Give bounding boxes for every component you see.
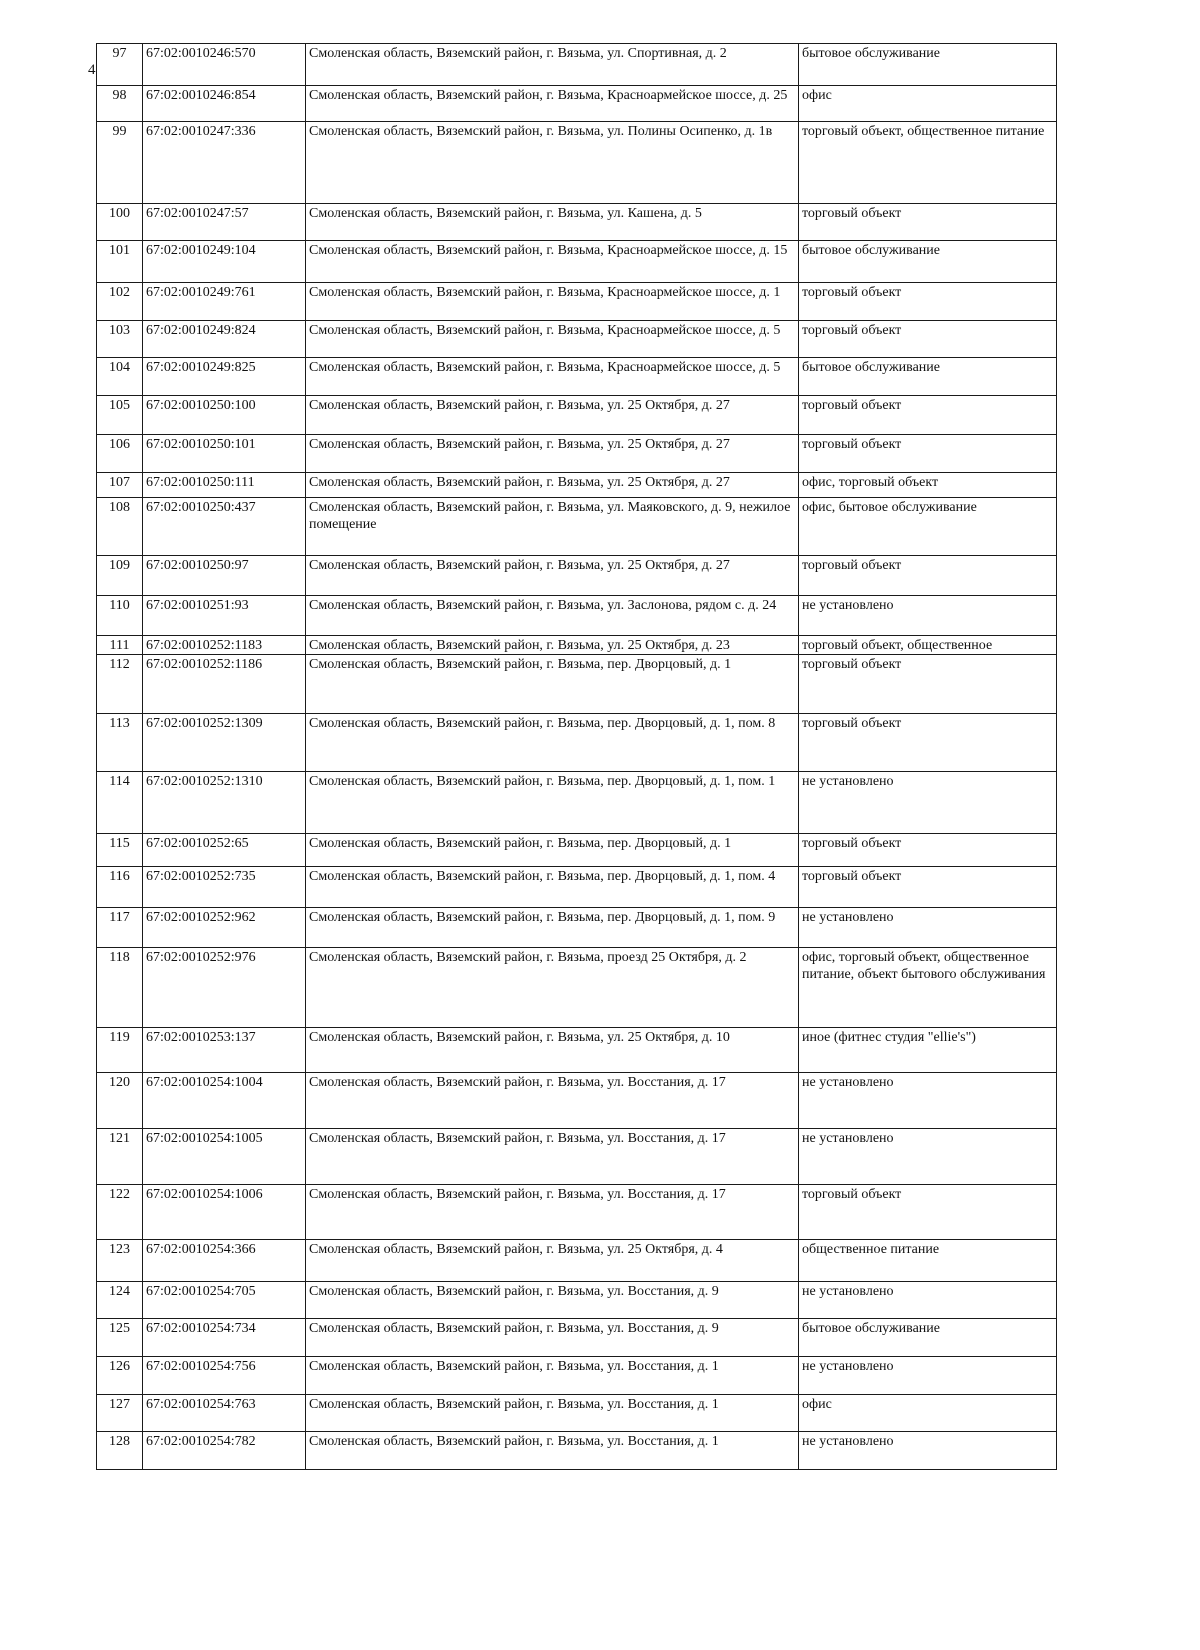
address-cell: Смоленская область, Вяземский район, г. Вязьма, пер. Дворцовый, д. 1 (306, 655, 799, 714)
cadastral-number-cell: 67:02:0010252:1309 (143, 714, 306, 772)
row-number-cell: 100 (97, 204, 143, 241)
table-row (97, 321, 1057, 358)
table-row (97, 772, 1057, 834)
usage-type-cell: офис (799, 86, 1057, 122)
table-row (97, 122, 1057, 204)
usage-type-cell: торговый объект (799, 321, 1057, 358)
cadastral-number-cell: 67:02:0010249:824 (143, 321, 306, 358)
table-row (97, 655, 1057, 714)
cadastral-number-cell: 67:02:0010252:1310 (143, 772, 306, 834)
address-cell: Смоленская область, Вяземский район, г. Вязьма, ул. Восстания, д. 9 (306, 1282, 799, 1319)
row-number-cell: 102 (97, 283, 143, 321)
usage-type-cell: не установлено (799, 596, 1057, 636)
row-number-cell: 111 (97, 636, 143, 655)
address-cell: Смоленская область, Вяземский район, г. Вязьма, Красноармейское шоссе, д. 25 (306, 86, 799, 122)
cadastral-number-cell: 67:02:0010254:1004 (143, 1073, 306, 1129)
usage-type-cell: торговый объект (799, 283, 1057, 321)
usage-type-cell: торговый объект, общественное питание (799, 122, 1057, 204)
row-number-cell: 121 (97, 1129, 143, 1185)
page-number: 4 (88, 62, 96, 78)
row-number-cell: 119 (97, 1028, 143, 1073)
cadastral-number-cell: 67:02:0010254:366 (143, 1240, 306, 1282)
address-cell: Смоленская область, Вяземский район, г. Вязьма, ул. Восстания, д. 1 (306, 1357, 799, 1395)
table-row (97, 1357, 1057, 1395)
usage-type-cell: торговый объект (799, 396, 1057, 435)
address-cell: Смоленская область, Вяземский район, г. Вязьма, ул. 25 Октября, д. 10 (306, 1028, 799, 1073)
usage-type-cell: бытовое обслуживание (799, 1319, 1057, 1357)
address-cell: Смоленская область, Вяземский район, г. Вязьма, Красноармейское шоссе, д. 5 (306, 358, 799, 396)
usage-type-cell: торговый объект (799, 435, 1057, 473)
address-cell: Смоленская область, Вяземский район, г. Вязьма, Красноармейское шоссе, д. 5 (306, 321, 799, 358)
address-cell: Смоленская область, Вяземский район, г. Вязьма, ул. 25 Октября, д. 27 (306, 473, 799, 498)
registry-table-body (97, 44, 1057, 1470)
cadastral-number-cell: 67:02:0010254:1005 (143, 1129, 306, 1185)
row-number-cell: 128 (97, 1432, 143, 1470)
address-cell: Смоленская область, Вяземский район, г. Вязьма, пер. Дворцовый, д. 1 (306, 834, 799, 867)
usage-type-cell: не установлено (799, 1282, 1057, 1319)
row-number-cell: 125 (97, 1319, 143, 1357)
row-number-cell: 122 (97, 1185, 143, 1240)
cadastral-number-cell: 67:02:0010249:825 (143, 358, 306, 396)
cadastral-number-cell: 67:02:0010250:100 (143, 396, 306, 435)
usage-type-cell: бытовое обслуживание (799, 44, 1057, 86)
cadastral-number-cell: 67:02:0010251:93 (143, 596, 306, 636)
table-row (97, 1028, 1057, 1073)
cadastral-number-cell: 67:02:0010254:1006 (143, 1185, 306, 1240)
address-cell: Смоленская область, Вяземский район, г. Вязьма, Красноармейское шоссе, д. 1 (306, 283, 799, 321)
usage-type-cell: не установлено (799, 1432, 1057, 1470)
cadastral-number-cell: 67:02:0010249:761 (143, 283, 306, 321)
usage-type-cell: торговый объект (799, 1185, 1057, 1240)
table-row (97, 1432, 1057, 1470)
usage-type-cell: офис (799, 1395, 1057, 1432)
address-cell: Смоленская область, Вяземский район, г. Вязьма, ул. Полины Осипенко, д. 1в (306, 122, 799, 204)
cadastral-number-cell: 67:02:0010246:854 (143, 86, 306, 122)
cadastral-number-cell: 67:02:0010250:101 (143, 435, 306, 473)
table-row (97, 556, 1057, 596)
address-cell: Смоленская область, Вяземский район, г. Вязьма, ул. 25 Октября, д. 27 (306, 396, 799, 435)
address-cell: Смоленская область, Вяземский район, г. Вязьма, ул. 25 Октября, д. 27 (306, 435, 799, 473)
cadastral-number-cell: 67:02:0010252:962 (143, 908, 306, 948)
row-number-cell: 116 (97, 867, 143, 908)
cadastral-number-cell: 67:02:0010246:570 (143, 44, 306, 86)
table-row (97, 1185, 1057, 1240)
address-cell: Смоленская область, Вяземский район, г. Вязьма, ул. 25 Октября, д. 27 (306, 556, 799, 596)
row-number-cell: 115 (97, 834, 143, 867)
cadastral-number-cell: 67:02:0010252:65 (143, 834, 306, 867)
table-row (97, 473, 1057, 498)
usage-type-cell: торговый объект (799, 556, 1057, 596)
row-number-cell: 108 (97, 498, 143, 556)
address-cell: Смоленская область, Вяземский район, г. Вязьма, Красноармейское шоссе, д. 15 (306, 241, 799, 283)
row-number-cell: 113 (97, 714, 143, 772)
address-cell: Смоленская область, Вяземский район, г. Вязьма, ул. 25 Октября, д. 4 (306, 1240, 799, 1282)
usage-type-cell: не установлено (799, 1357, 1057, 1395)
cadastral-number-cell: 67:02:0010247:57 (143, 204, 306, 241)
row-number-cell: 126 (97, 1357, 143, 1395)
address-cell: Смоленская область, Вяземский район, г. Вязьма, пер. Дворцовый, д. 1, пом. 4 (306, 867, 799, 908)
table-row (97, 1395, 1057, 1432)
usage-type-cell: торговый объект (799, 714, 1057, 772)
address-cell: Смоленская область, Вяземский район, г. Вязьма, ул. Восстания, д. 1 (306, 1395, 799, 1432)
row-number-cell: 112 (97, 655, 143, 714)
address-cell: Смоленская область, Вяземский район, г. Вязьма, ул. Кашена, д. 5 (306, 204, 799, 241)
table-row (97, 636, 1057, 655)
table-row (97, 283, 1057, 321)
cadastral-number-cell: 67:02:0010254:734 (143, 1319, 306, 1357)
table-row (97, 714, 1057, 772)
table-row (97, 498, 1057, 556)
row-number-cell: 120 (97, 1073, 143, 1129)
usage-type-cell: торговый объект, общественное (799, 636, 1057, 655)
cadastral-number-cell: 67:02:0010252:976 (143, 948, 306, 1028)
row-number-cell: 103 (97, 321, 143, 358)
address-cell: Смоленская область, Вяземский район, г. Вязьма, ул. Восстания, д. 17 (306, 1073, 799, 1129)
row-number-cell: 123 (97, 1240, 143, 1282)
cadastral-number-cell: 67:02:0010252:1183 (143, 636, 306, 655)
usage-type-cell: общественное питание (799, 1240, 1057, 1282)
table-row (97, 435, 1057, 473)
usage-type-cell: не установлено (799, 1129, 1057, 1185)
table-row (97, 596, 1057, 636)
cadastral-number-cell: 67:02:0010250:111 (143, 473, 306, 498)
cadastral-number-cell: 67:02:0010250:97 (143, 556, 306, 596)
usage-type-cell: офис, торговый объект (799, 473, 1057, 498)
cadastral-number-cell: 67:02:0010250:437 (143, 498, 306, 556)
address-cell: Смоленская область, Вяземский район, г. Вязьма, проезд 25 Октября, д. 2 (306, 948, 799, 1028)
address-cell: Смоленская область, Вяземский район, г. Вязьма, ул. Маяковского, д. 9, нежилое помещение (306, 498, 799, 556)
table-row (97, 1319, 1057, 1357)
row-number-cell: 114 (97, 772, 143, 834)
cadastral-number-cell: 67:02:0010253:137 (143, 1028, 306, 1073)
row-number-cell: 124 (97, 1282, 143, 1319)
row-number-cell: 99 (97, 122, 143, 204)
usage-type-cell: торговый объект (799, 655, 1057, 714)
address-cell: Смоленская область, Вяземский район, г. Вязьма, пер. Дворцовый, д. 1, пом. 1 (306, 772, 799, 834)
table-row (97, 1073, 1057, 1129)
usage-type-cell: торговый объект (799, 204, 1057, 241)
row-number-cell: 97 (97, 44, 143, 86)
cadastral-number-cell: 67:02:0010247:336 (143, 122, 306, 204)
row-number-cell: 98 (97, 86, 143, 122)
usage-type-cell: не установлено (799, 908, 1057, 948)
row-number-cell: 109 (97, 556, 143, 596)
cadastral-number-cell: 67:02:0010254:705 (143, 1282, 306, 1319)
usage-type-cell: не установлено (799, 772, 1057, 834)
table-row (97, 1240, 1057, 1282)
row-number-cell: 117 (97, 908, 143, 948)
usage-type-cell: офис, торговый объект, общественное питание, объект бытового обслуживания (799, 948, 1057, 1028)
table-row (97, 908, 1057, 948)
row-number-cell: 101 (97, 241, 143, 283)
address-cell: Смоленская область, Вяземский район, г. Вязьма, пер. Дворцовый, д. 1, пом. 8 (306, 714, 799, 772)
table-row (97, 86, 1057, 122)
address-cell: Смоленская область, Вяземский район, г. Вязьма, ул. Заслонова, рядом с. д. 24 (306, 596, 799, 636)
row-number-cell: 104 (97, 358, 143, 396)
usage-type-cell: торговый объект (799, 867, 1057, 908)
cadastral-number-cell: 67:02:0010249:104 (143, 241, 306, 283)
row-number-cell: 105 (97, 396, 143, 435)
address-cell: Смоленская область, Вяземский район, г. Вязьма, ул. Восстания, д. 1 (306, 1432, 799, 1470)
table-row (97, 834, 1057, 867)
address-cell: Смоленская область, Вяземский район, г. Вязьма, ул. Восстания, д. 17 (306, 1129, 799, 1185)
cadastral-number-cell: 67:02:0010254:756 (143, 1357, 306, 1395)
table-row (97, 358, 1057, 396)
table-row (97, 396, 1057, 435)
cadastral-number-cell: 67:02:0010254:763 (143, 1395, 306, 1432)
table-row (97, 1282, 1057, 1319)
cadastral-number-cell: 67:02:0010254:782 (143, 1432, 306, 1470)
row-number-cell: 110 (97, 596, 143, 636)
address-cell: Смоленская область, Вяземский район, г. Вязьма, ул. Спортивная, д. 2 (306, 44, 799, 86)
address-cell: Смоленская область, Вяземский район, г. Вязьма, ул. Восстания, д. 9 (306, 1319, 799, 1357)
address-cell: Смоленская область, Вяземский район, г. Вязьма, ул. 25 Октября, д. 23 (306, 636, 799, 655)
table-row (97, 948, 1057, 1028)
usage-type-cell: бытовое обслуживание (799, 241, 1057, 283)
property-registry-table (96, 43, 1057, 1470)
usage-type-cell: иное (фитнес студия "ellie's") (799, 1028, 1057, 1073)
table-row (97, 204, 1057, 241)
usage-type-cell: торговый объект (799, 834, 1057, 867)
usage-type-cell: не установлено (799, 1073, 1057, 1129)
usage-type-cell: офис, бытовое обслуживание (799, 498, 1057, 556)
table-row (97, 44, 1057, 86)
address-cell: Смоленская область, Вяземский район, г. Вязьма, ул. Восстания, д. 17 (306, 1185, 799, 1240)
address-cell: Смоленская область, Вяземский район, г. Вязьма, пер. Дворцовый, д. 1, пом. 9 (306, 908, 799, 948)
row-number-cell: 107 (97, 473, 143, 498)
row-number-cell: 106 (97, 435, 143, 473)
usage-type-cell: бытовое обслуживание (799, 358, 1057, 396)
cadastral-number-cell: 67:02:0010252:735 (143, 867, 306, 908)
cadastral-number-cell: 67:02:0010252:1186 (143, 655, 306, 714)
row-number-cell: 118 (97, 948, 143, 1028)
row-number-cell: 127 (97, 1395, 143, 1432)
table-row (97, 241, 1057, 283)
table-row (97, 867, 1057, 908)
table-row (97, 1129, 1057, 1185)
